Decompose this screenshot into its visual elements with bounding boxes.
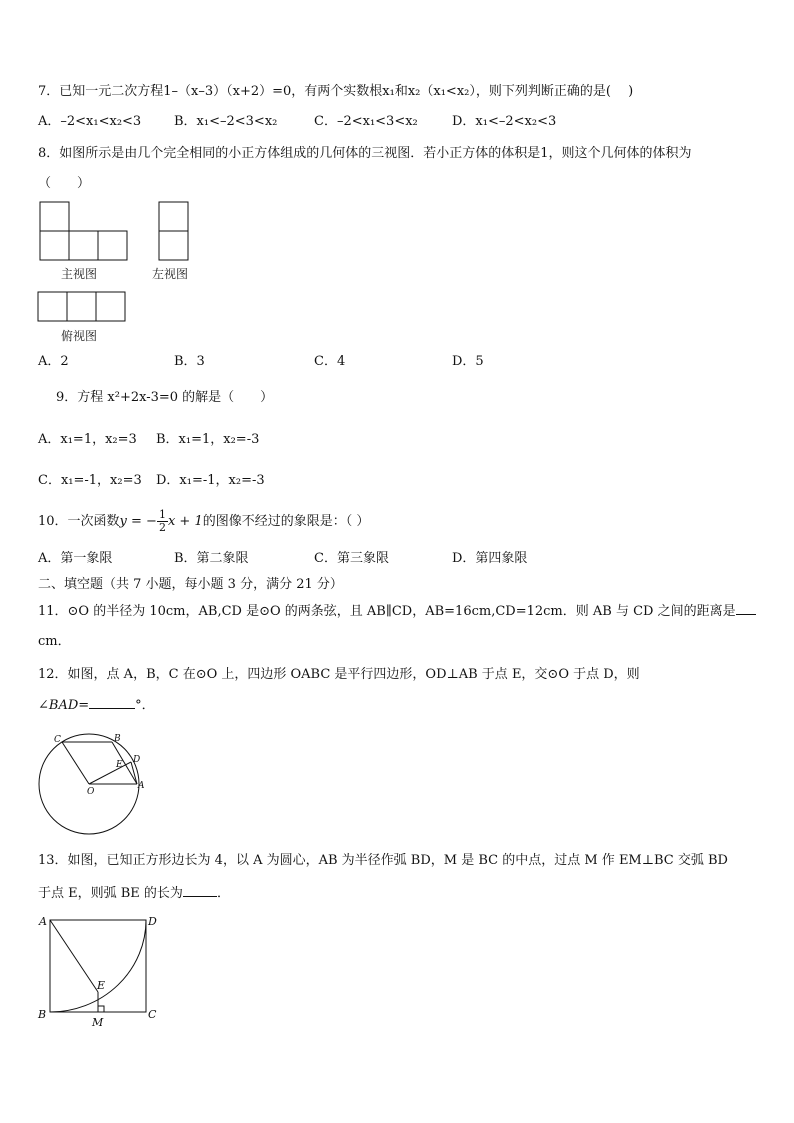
segment-ae	[50, 920, 98, 992]
q8-option-a: A．2	[38, 354, 69, 369]
front-view-caption: 主视图	[61, 267, 98, 281]
q11-text: 11．⊙O 的半径为 10cm，AB,CD 是⊙O 的两条弦，且 AB∥CD，AB=16cm,CD=12cm．则 AB 与 CD 之间的距离是	[38, 604, 736, 619]
q11-line2: cm．	[38, 634, 71, 649]
label-a: A	[138, 781, 145, 791]
section-heading: 二、填空题（共 7 小题，每小题 3 分，满分 21 分）	[38, 577, 343, 592]
label-b: B	[114, 734, 121, 744]
q13-line1: 13．如图，已知正方形边长为 4，以 A 为圆心，AB 为半径作弧 BD，M 是 BC 的中点，过点 M 作 EM⊥BC 交弧 BD	[38, 853, 728, 868]
label-c: C	[148, 1008, 157, 1021]
q7-stem: 7．已知一元二次方程1–（x–3）（x+2）=0，有两个实数根x₁和x₂（x₁<x₂），则下列判断正确的是( )	[38, 84, 634, 99]
q9-stem: 9．方程 x²+2x-3=0 的解是（ ）	[56, 390, 274, 405]
label-e: E	[116, 760, 123, 770]
q7-option-a: A．–2<x₁<x₂<3	[38, 114, 142, 129]
q8-stem: 8．如图所示是由几个完全相同的小正方体组成的几何体的三视图．若小正方体的体积是1，则这个几何体的体积为	[38, 146, 692, 161]
q10-stem-suffix: 的图像不经过的象限是：（ ）	[202, 514, 370, 529]
label-a: A	[39, 915, 47, 928]
q7-option-d: D．x₁<–2<x₂<3	[452, 114, 557, 129]
q8-option-c: C．4	[314, 354, 346, 369]
q10-option-a: A．第一象限	[38, 551, 113, 566]
q9-options-row1	[38, 430, 758, 450]
segment-ad	[131, 762, 137, 784]
q10-frac-num: 1	[158, 508, 166, 521]
q12-angle: ∠BAD=	[38, 698, 90, 713]
right-angle-mark	[98, 1006, 104, 1012]
q10-formula-rhs: x + 1	[167, 514, 203, 529]
q12-line2	[38, 696, 155, 716]
segment-oc	[62, 742, 89, 784]
q10-stem	[38, 509, 369, 534]
q9-options-row2	[38, 471, 758, 491]
label-b: B	[38, 1008, 47, 1021]
q8-option-b: B．3	[174, 354, 205, 369]
q8-option-d: D．5	[452, 354, 484, 369]
q12-line1: 12．如图，点 A，B，C 在⊙O 上，四边形 OABC 是平行四边形，OD⊥AB 于点 E，交⊙O 于点 D，则	[38, 667, 640, 682]
q8-options	[38, 352, 758, 372]
q10-option-c: C．第三象限	[314, 551, 389, 566]
q12-answer-blank	[89, 708, 135, 709]
label-m: M	[92, 1016, 104, 1029]
q9-option-a: A．x₁=1，x₂=3	[38, 432, 137, 447]
q7-option-b: B．x₁<–2<3<x₂	[174, 114, 278, 129]
q13-suffix: ．	[216, 886, 230, 901]
label-d: D	[148, 915, 157, 928]
q12-degree: °．	[135, 698, 155, 713]
q10-frac-den: 2	[158, 521, 166, 534]
q10-option-d: D．第四象限	[452, 551, 528, 566]
q9-option-d: D．x₁=-1，x₂=-3	[156, 473, 265, 488]
q10-option-b: B．第二象限	[174, 551, 249, 566]
q7-options	[38, 112, 758, 132]
q8-paren: （ ）	[38, 176, 91, 191]
q10-fraction	[157, 509, 168, 534]
q13-answer-blank	[183, 896, 217, 897]
label-o: O	[87, 787, 95, 797]
q10-formula-lhs: y = −	[119, 514, 157, 529]
label-c: C	[54, 735, 61, 745]
q11-answer-blank	[736, 614, 756, 615]
q7-option-c: C．–2<x₁<3<x₂	[314, 114, 418, 129]
top-view-caption: 俯视图	[61, 329, 98, 343]
q9-option-c: C．x₁=-1，x₂=3	[38, 473, 142, 488]
q13-text: 于点 E，则弧 BE 的长为	[38, 886, 183, 901]
q9-option-b: B．x₁=1，x₂=-3	[156, 432, 260, 447]
segment-od	[89, 762, 131, 784]
left-view-caption: 左视图	[152, 267, 189, 281]
q10-stem-prefix: 10．一次函数	[38, 514, 120, 529]
q13-line2	[38, 884, 230, 904]
label-d: D	[133, 755, 141, 765]
q10-options	[38, 549, 758, 569]
label-e: E	[97, 979, 106, 992]
q11-line1	[38, 602, 756, 622]
